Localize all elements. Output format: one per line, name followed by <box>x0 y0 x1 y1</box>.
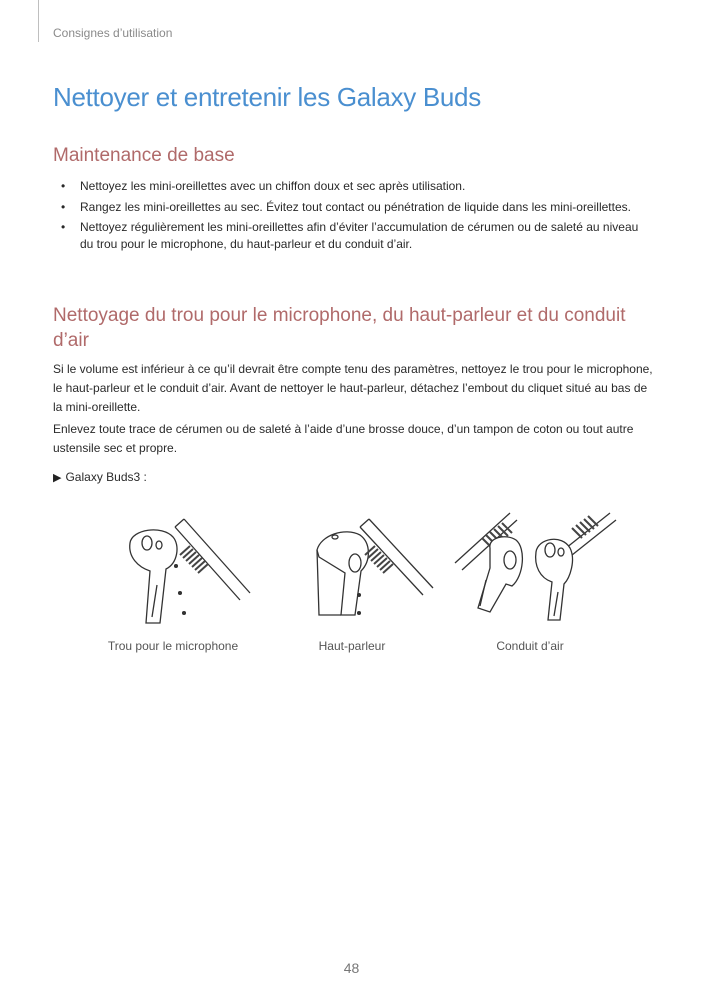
running-header: Consignes d’utilisation <box>53 26 173 40</box>
list-item: • Nettoyez les mini-oreillettes avec un chiffon doux et sec après utilisation. <box>53 178 653 195</box>
basic-maintenance-heading: Maintenance de base <box>53 145 235 166</box>
margin-rule <box>38 0 39 42</box>
earbud-air-vent-brush-illustration <box>450 508 630 630</box>
figure-caption-speaker: Haut-parleur <box>318 639 386 653</box>
list-item: • Rangez les mini-oreillettes au sec. Évitez tout contact ou pénétration de liquide dans les mini-oreillettes. <box>53 199 653 216</box>
model-name: Galaxy Buds3 : <box>65 470 147 484</box>
play-triangle-icon: ▶ <box>53 472 62 484</box>
basic-maintenance-list <box>53 178 653 256</box>
figure-caption-air-vent: Conduit d’air <box>496 639 564 653</box>
list-item: • Nettoyez régulièrement les mini-oreillettes afin d’éviter l’accumulation de cérumen ou de saleté au niveau du trou pour le microphone, du haut-parleur et du conduit d’air. <box>53 219 653 252</box>
earbud-speaker-brush-illustration <box>305 515 455 630</box>
model-label <box>53 470 147 484</box>
cleaning-heading: Nettoyage du trou pour le microphone, du haut-parleur et du conduit d’air <box>53 305 626 351</box>
cleaning-paragraph-2: Enlevez toute trace de cérumen ou de saleté à l’aide d’une brosse douce, d’un tampon de coton ou tout autre ustensile sec et propre. <box>53 422 634 455</box>
page-number: 48 <box>343 960 360 976</box>
page-title: Nettoyer et entretenir les Galaxy Buds <box>53 82 481 112</box>
earbud-microphone-brush-illustration <box>110 515 260 630</box>
cleaning-paragraph-1: Si le volume est inférieur à ce qu’il devrait être compte tenu des paramètres, nettoyez le trou pour le microphone, le haut-parleur et le conduit d’air. Avant de nettoyer le haut-parleur, détachez l’embout du cliquet situé au bas de la mini-oreillette. <box>53 362 653 414</box>
figure-caption-microphone: Trou pour le microphone <box>107 639 239 653</box>
